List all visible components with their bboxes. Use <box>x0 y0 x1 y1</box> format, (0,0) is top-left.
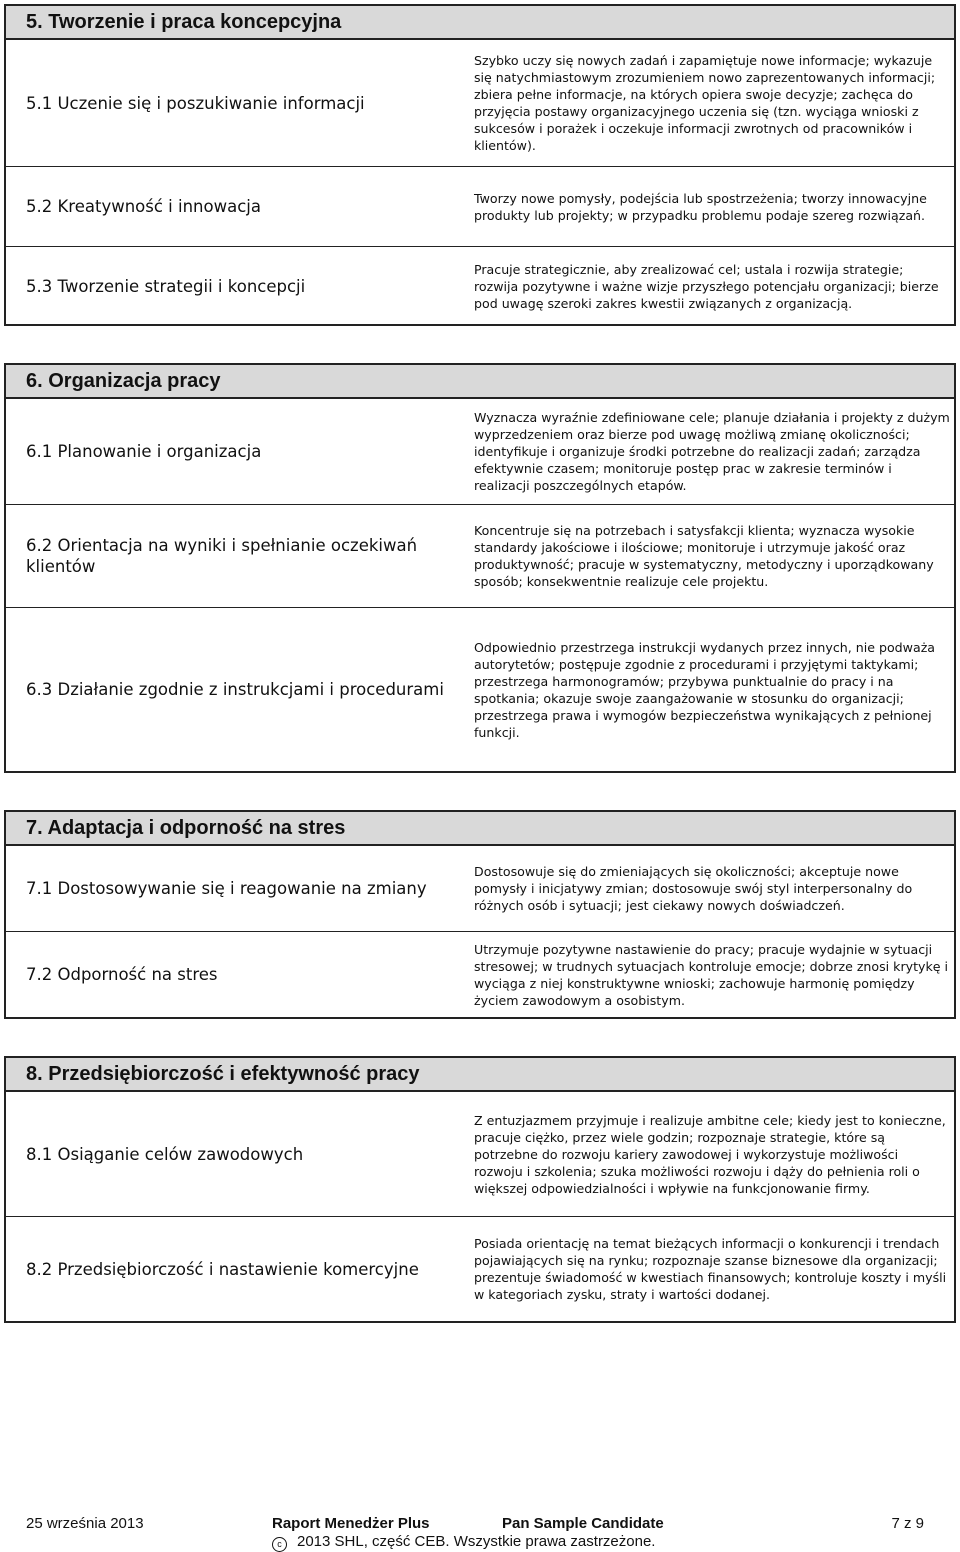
competency-row <box>6 505 954 608</box>
footer-date: 25 września 2013 <box>26 1515 144 1532</box>
page-footer <box>0 1512 960 1548</box>
competency-section-7 <box>4 810 956 1019</box>
competency-row <box>6 167 954 247</box>
competency-label: 5.2 Kreatywność i innowacja <box>26 197 261 216</box>
competency-row <box>6 846 954 932</box>
competency-label: 5.3 Tworzenie strategii i koncepcji <box>26 277 306 296</box>
competency-description: Dostosowuje się do zmieniających się okoliczności; akceptuje nowe pomysły i inicjatywy zmian; dostosowuje swój styl interpersonalny do różnych osób i sytuacji; jest ciekawy nowych doświadczeń. <box>474 864 913 913</box>
competency-label: 6.1 Planowanie i organizacja <box>26 442 262 461</box>
competency-label: 8.2 Przedsiębiorczość i nastawienie komercyjne <box>26 1259 419 1279</box>
competency-description: Szybko uczy się nowych zadań i zapamiętuje nowe informacje; wykazuje się natychmiastowym zrozumieniem nowo zaprezentowanych informacji; zbiera pełne informacje, na których opiera swoje decyzje; zachęca do przyjęcia postawy organizacyjnego uczenia się (tzn. wyciąga wnioski z sukcesów i porażek i oczekuje informacji zwrotnych od pracowników i klientów). <box>474 53 936 153</box>
competency-description: Z entuzjazmem przyjmuje i realizuje ambitne cele; kiedy jest to konieczne, pracuje ciężko, przez wiele godzin; rozpoznaje strategie, które są potrzebne do rozwoju kariery zawodowej i wykorzystuje możliwości rozwoju i szkolenia; szuka możliwości rozwoju i dąży do pełnienia roli o większej odpowiedzialności i wpływie na funkcjonowanie firmy. <box>474 1112 946 1196</box>
copyright-icon: c <box>272 1537 287 1552</box>
competency-row <box>6 608 954 771</box>
section-title: 7. Adaptacja i odporność na stres <box>6 812 954 846</box>
competency-row <box>6 40 954 167</box>
section-title: 8. Przedsiębiorczość i efektywność pracy <box>6 1058 954 1092</box>
competency-row <box>6 399 954 505</box>
competency-description: Utrzymuje pozytywne nastawienie do pracy; pracuje wydajnie w sytuacji stresowej; w trudnych sytuacjach kontroluje emocje; dobrze znosi krytykę i wyciąga z niej konstruktywne wnioski; zachowuje harmonię pomiędzy życiem zawodowym a osobistym. <box>474 941 949 1008</box>
competency-description: Tworzy nowe pomysły, podejścia lub spostrzeżenia; tworzy innowacyjne produkty lub projekty; w przypadku problemu podaje szereg rozwiązań. <box>474 190 927 223</box>
footer-candidate-name: Pan Sample Candidate <box>502 1515 664 1532</box>
competency-description: Wyznacza wyraźnie zdefiniowane cele; planuje działania i projekty z dużym wyprzedzeniem oraz bierze pod uwagę możliwą zmianę okoliczności; identyfikuje i organizuje środki potrzebne do realizacji zadań; zarządza efektywnie czasem; monitoruje postęp prac w zakresie terminów i realizacji poszczególnych etapów. <box>474 410 950 493</box>
competency-label: 7.1 Dostosowywanie się i reagowanie na zmiany <box>26 879 427 898</box>
competency-section-6 <box>4 363 956 773</box>
competency-section-5 <box>4 4 956 326</box>
competency-row <box>6 1217 954 1321</box>
competency-row <box>6 932 954 1017</box>
competency-label: 6.3 Działanie zgodnie z instrukcjami i procedurami <box>26 680 444 699</box>
footer-report-name: Raport Menedżer Plus <box>272 1515 430 1532</box>
competency-label: 5.1 Uczenie się i poszukiwanie informacji <box>26 93 365 113</box>
section-title: 6. Organizacja pracy <box>6 365 954 399</box>
footer-page-number: 7 z 9 <box>891 1515 924 1532</box>
competency-row <box>6 1092 954 1217</box>
competency-row <box>6 247 954 326</box>
competency-label: 8.1 Osiąganie celów zawodowych <box>26 1144 304 1164</box>
competency-description: Pracuje strategicznie, aby zrealizować cel; ustala i rozwija strategie; rozwija pozytywne i ważne wizje przyszłego potencjału organizacji; bierze pod uwagę szeroki zakres kwestii związanych z organizacją. <box>474 262 939 311</box>
competency-description: Odpowiednio przestrzega instrukcji wydanych przez innych, nie podważa autorytetów; postępuje zgodnie z procedurami i przyjętymi taktykami; przestrzega harmonogramów; przybywa punktualnie do pracy i na spotkania; okazuje swoje zaangażowanie w stosunku do organizacji; przestrzega prawa i wymogów bezpieczeństwa wynikających z pełnionej funkcji. <box>474 639 936 740</box>
competency-description: Posiada orientację na temat bieżących informacji o konkurencji i trendach pojawiających się na rynku; rozpoznaje szanse biznesowe dla organizacji; prezentuje świadomość w kwestiach finansowych; kontroluje koszty i myśli w kategoriach zysku, straty i wartości dodanej. <box>474 1236 947 1302</box>
competency-section-8 <box>4 1056 956 1323</box>
footer-copyright <box>272 1533 692 1552</box>
section-title: 5. Tworzenie i praca koncepcyjna <box>6 6 954 40</box>
competency-label: 6.2 Orientacja na wyniki i spełnianie oczekiwań klientów <box>26 536 418 576</box>
competency-description: Koncentruje się na potrzebach i satysfakcji klienta; wyznacza wysokie standardy jakościowe i ilościowe; monitoruje i utrzymuje jakość oraz produktywność; pracuje w systematyczny, metodyczny i uporządkowany sposób; konsekwentnie realizuje cele projektu. <box>474 523 934 589</box>
competency-label: 7.2 Odporność na stres <box>26 965 218 984</box>
footer-copyright-text: 2013 SHL, część CEB. Wszystkie prawa zastrzeżone. <box>297 1533 656 1550</box>
